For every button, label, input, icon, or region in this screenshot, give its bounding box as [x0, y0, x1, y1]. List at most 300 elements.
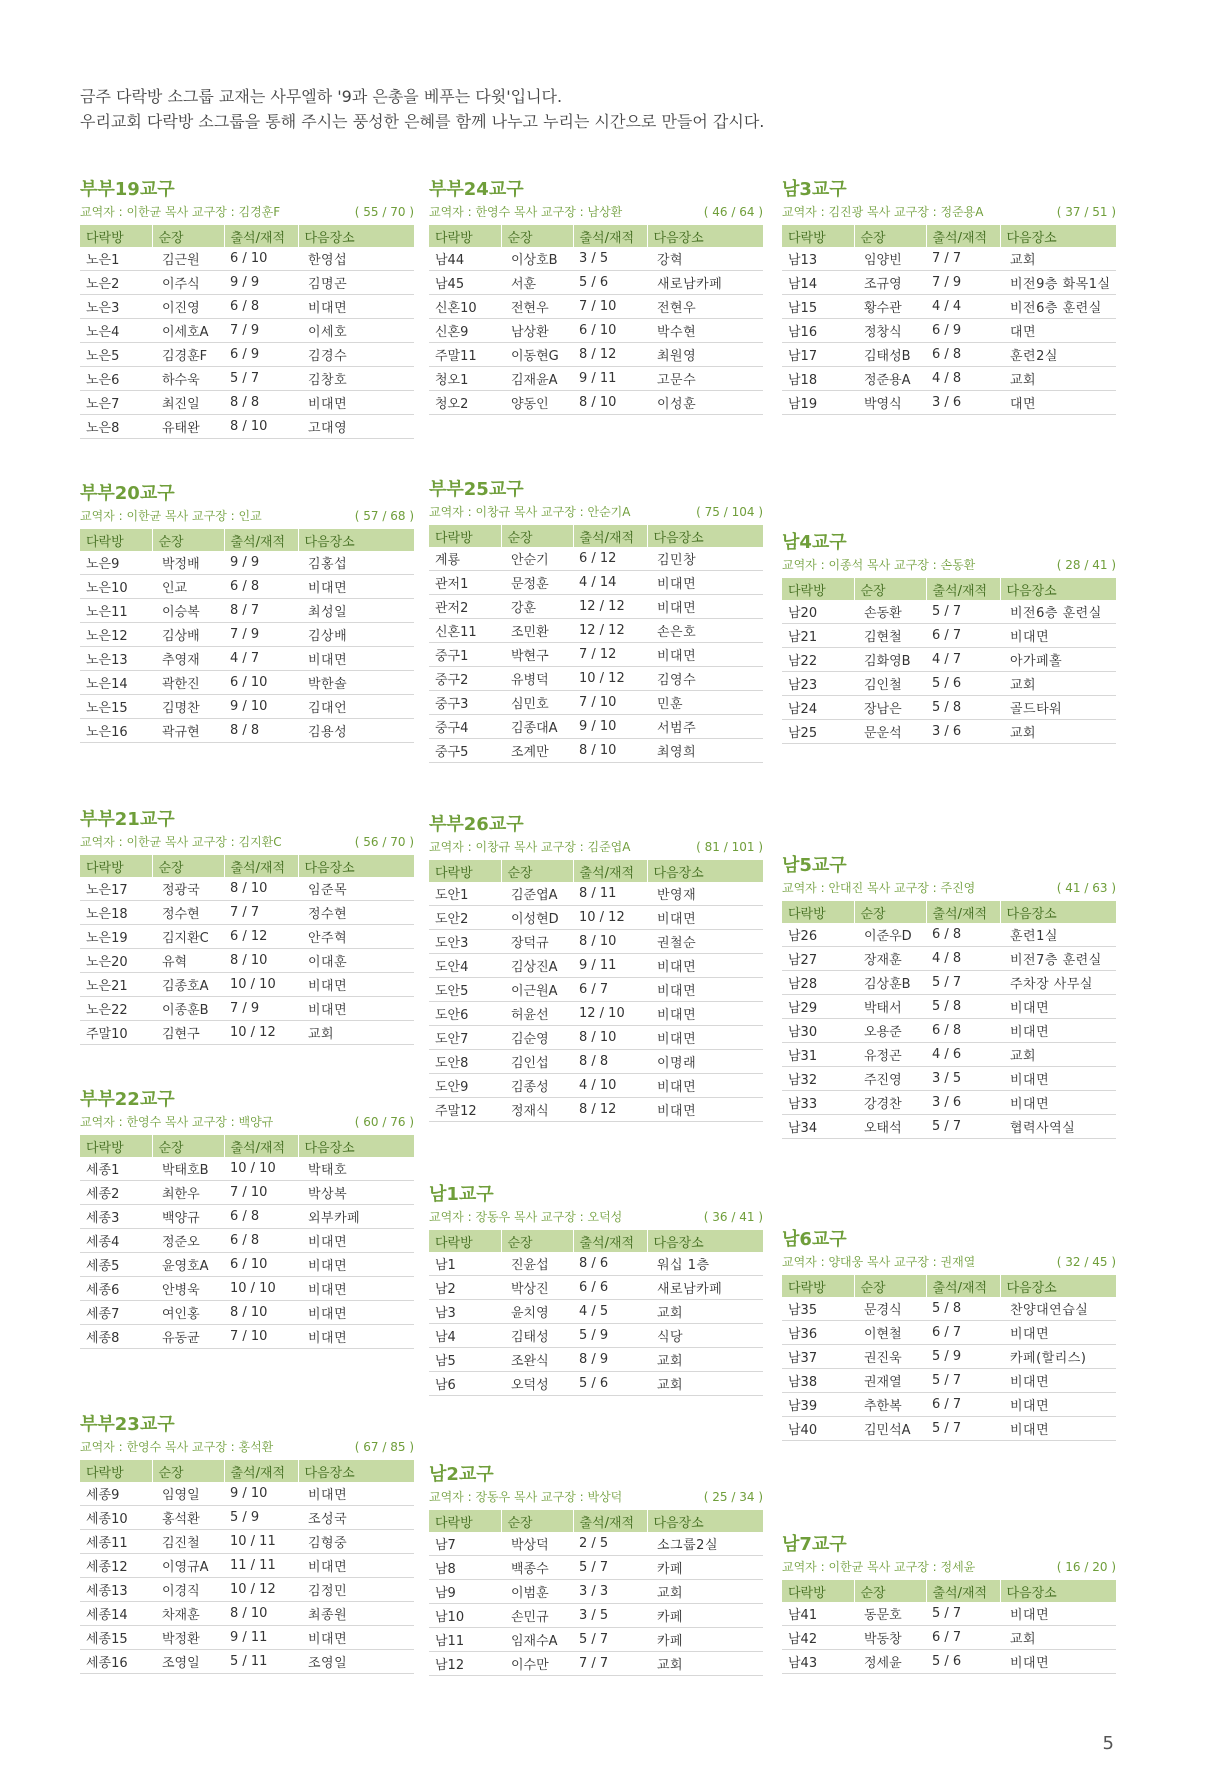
- next-place: 반영재: [647, 882, 763, 906]
- table-row: [80, 1181, 414, 1205]
- next-place: 교회: [1000, 720, 1116, 744]
- next-place: 새로남카페: [647, 271, 763, 295]
- leader-name: 허윤선: [501, 1002, 573, 1026]
- next-place: 정수현: [298, 901, 414, 925]
- district-meta: [80, 202, 414, 222]
- next-place: 이대훈: [298, 949, 414, 973]
- attendance: 3 / 3: [573, 1580, 647, 1604]
- district-attendance-total: ( 55 / 70 ): [354, 205, 414, 219]
- attendance: 8 / 8: [224, 391, 298, 415]
- room-name: 세종8: [80, 1325, 152, 1349]
- district-leaders: 교역자 : 김진광 목사 교구장 : 정준용A: [782, 205, 984, 219]
- attendance: 5 / 7: [224, 367, 298, 391]
- table-row: [80, 997, 414, 1021]
- room-name: 노은20: [80, 949, 152, 973]
- next-place: 비대면: [298, 1277, 414, 1301]
- room-name: 남29: [782, 995, 854, 1019]
- district-block: [782, 531, 1116, 744]
- leader-name: 권진욱: [854, 1345, 926, 1369]
- attendance: 6 / 9: [926, 319, 1000, 343]
- table-row: [80, 599, 414, 623]
- district-title: 부부21교구: [80, 809, 175, 830]
- room-name: 청오2: [429, 391, 501, 415]
- table-header-row: [429, 1230, 763, 1252]
- room-name: 남23: [782, 672, 854, 696]
- attendance: 8 / 10: [224, 1602, 298, 1626]
- leader-name: 김종대A: [501, 715, 573, 739]
- table-row: [80, 1578, 414, 1602]
- district-block: [80, 808, 414, 1045]
- next-place: 비대면: [647, 906, 763, 930]
- next-place: 식당: [647, 1324, 763, 1348]
- leader-name: 문운석: [854, 720, 926, 744]
- next-place: 교회: [647, 1300, 763, 1324]
- leader-name: 하수욱: [152, 367, 224, 391]
- attendance: 7 / 7: [573, 1652, 647, 1676]
- header-leader: 순장: [501, 1510, 573, 1532]
- table-row: [80, 391, 414, 415]
- table-row: [429, 1580, 763, 1604]
- leader-name: 김상배: [152, 623, 224, 647]
- leader-name: 조계만: [501, 739, 573, 763]
- table-row: [429, 1348, 763, 1372]
- room-name: 신혼11: [429, 619, 501, 643]
- attendance: 8 / 10: [224, 877, 298, 901]
- room-name: 남21: [782, 624, 854, 648]
- attendance: 4 / 7: [224, 647, 298, 671]
- next-place: 교회: [647, 1348, 763, 1372]
- district-block: [429, 1183, 763, 1396]
- header-next-place: 다음장소: [647, 860, 763, 882]
- table-row: [429, 1300, 763, 1324]
- leader-name: 오덕성: [501, 1372, 573, 1396]
- attendance: 11 / 11: [224, 1554, 298, 1578]
- table-row: [80, 415, 414, 439]
- room-name: 세종5: [80, 1253, 152, 1277]
- table-row: [429, 1074, 763, 1098]
- room-name: 계룡: [429, 547, 501, 571]
- leader-name: 오태석: [854, 1115, 926, 1139]
- district-block: [429, 1463, 763, 1676]
- room-name: 남39: [782, 1393, 854, 1417]
- header-next-place: 다음장소: [1000, 578, 1116, 600]
- next-place: 찬양대연습실: [1000, 1297, 1116, 1321]
- attendance: 4 / 7: [926, 648, 1000, 672]
- attendance: 6 / 8: [926, 343, 1000, 367]
- header-leader: 순장: [854, 1275, 926, 1297]
- table-header-row: [782, 901, 1116, 923]
- header-leader: 순장: [854, 1580, 926, 1602]
- attendance: 6 / 7: [926, 1626, 1000, 1650]
- attendance: 10 / 12: [573, 667, 647, 691]
- leader-name: 최진일: [152, 391, 224, 415]
- next-place: 조영일: [298, 1650, 414, 1674]
- district-block: [782, 854, 1116, 1139]
- attendance: 6 / 9: [224, 343, 298, 367]
- table-row: [429, 882, 763, 906]
- header-next-place: 다음장소: [298, 1135, 414, 1157]
- district-attendance-total: ( 81 / 101 ): [696, 840, 763, 854]
- leader-name: 진윤섭: [501, 1252, 573, 1276]
- attendance: 6 / 7: [926, 1393, 1000, 1417]
- table-row: [782, 1091, 1116, 1115]
- room-name: 주말11: [429, 343, 501, 367]
- next-place: 김형중: [298, 1530, 414, 1554]
- leader-name: 윤영호A: [152, 1253, 224, 1277]
- room-name: 남36: [782, 1321, 854, 1345]
- attendance: 9 / 10: [224, 695, 298, 719]
- table-row: [80, 1506, 414, 1530]
- district-meta: [782, 555, 1116, 575]
- table-row: [429, 978, 763, 1002]
- leader-name: 김인섭: [501, 1050, 573, 1074]
- next-place: 비대면: [298, 391, 414, 415]
- attendance: 5 / 6: [926, 672, 1000, 696]
- leader-name: 최한우: [152, 1181, 224, 1205]
- table-row: [429, 391, 763, 415]
- next-place: 비대면: [1000, 1321, 1116, 1345]
- next-place: 교회: [1000, 1043, 1116, 1067]
- table-row: [429, 1652, 763, 1676]
- room-name: 노은11: [80, 599, 152, 623]
- table-row: [80, 551, 414, 575]
- attendance: 10 / 12: [573, 906, 647, 930]
- room-name: 노은13: [80, 647, 152, 671]
- table-row: [80, 1301, 414, 1325]
- header-next-place: 다음장소: [647, 525, 763, 547]
- header-room: 다락방: [782, 1580, 854, 1602]
- next-place: 이세호: [298, 319, 414, 343]
- district-meta: [782, 878, 1116, 898]
- attendance: 9 / 10: [573, 715, 647, 739]
- leader-name: 이세호A: [152, 319, 224, 343]
- leader-name: 김인철: [854, 672, 926, 696]
- district-leaders: 교역자 : 이한균 목사 교구장 : 김지환C: [80, 835, 282, 849]
- header-room: 다락방: [782, 225, 854, 247]
- room-name: 남34: [782, 1115, 854, 1139]
- room-name: 남4: [429, 1324, 501, 1348]
- header-leader: 순장: [854, 225, 926, 247]
- leader-name: 김순영: [501, 1026, 573, 1050]
- leader-name: 박동창: [854, 1626, 926, 1650]
- table-header-row: [782, 1580, 1116, 1602]
- next-place: 민훈: [647, 691, 763, 715]
- room-name: 관저1: [429, 571, 501, 595]
- table-row: [429, 691, 763, 715]
- next-place: 비대면: [647, 643, 763, 667]
- attendance: 4 / 14: [573, 571, 647, 595]
- room-name: 남42: [782, 1626, 854, 1650]
- group-table: [429, 225, 763, 415]
- header-attendance: 출석/재적: [224, 1135, 298, 1157]
- leader-name: 이상호B: [501, 247, 573, 271]
- group-table: [80, 529, 414, 743]
- leader-name: 추영재: [152, 647, 224, 671]
- table-row: [782, 1626, 1116, 1650]
- district-meta: [429, 502, 763, 522]
- header-attendance: 출석/재적: [926, 225, 1000, 247]
- attendance: 5 / 6: [573, 271, 647, 295]
- table-row: [782, 923, 1116, 947]
- attendance: 5 / 9: [926, 1345, 1000, 1369]
- next-place: 최영희: [647, 739, 763, 763]
- leader-name: 김민석A: [854, 1417, 926, 1441]
- next-place: 손은호: [647, 619, 763, 643]
- table-row: [80, 973, 414, 997]
- room-name: 노은17: [80, 877, 152, 901]
- room-name: 남32: [782, 1067, 854, 1091]
- leader-name: 정수현: [152, 901, 224, 925]
- district-block: [80, 178, 414, 439]
- attendance: 6 / 8: [224, 295, 298, 319]
- next-place: 비대면: [298, 295, 414, 319]
- next-place: 비전6층 훈련실: [1000, 295, 1116, 319]
- next-place: 이명래: [647, 1050, 763, 1074]
- leader-name: 이근원A: [501, 978, 573, 1002]
- group-table: [782, 578, 1116, 744]
- attendance: 6 / 12: [573, 547, 647, 571]
- attendance: 9 / 9: [224, 551, 298, 575]
- table-row: [429, 1324, 763, 1348]
- table-row: [429, 1276, 763, 1300]
- table-row: [80, 343, 414, 367]
- leader-name: 홍석환: [152, 1506, 224, 1530]
- leader-name: 장재훈: [854, 947, 926, 971]
- header-leader: 순장: [152, 225, 224, 247]
- attendance: 4 / 6: [926, 1043, 1000, 1067]
- attendance: 6 / 10: [573, 319, 647, 343]
- attendance: 6 / 10: [224, 1253, 298, 1277]
- district-title: 남7교구: [782, 1534, 847, 1555]
- header-leader: 순장: [152, 529, 224, 551]
- next-place: 카페: [647, 1628, 763, 1652]
- next-place: 아가페홀: [1000, 648, 1116, 672]
- leader-name: 추한복: [854, 1393, 926, 1417]
- table-row: [429, 1604, 763, 1628]
- district-attendance-total: ( 36 / 41 ): [703, 1210, 763, 1224]
- attendance: 7 / 7: [224, 901, 298, 925]
- next-place: 박상복: [298, 1181, 414, 1205]
- intro-text: [80, 84, 764, 134]
- room-name: 남10: [429, 1604, 501, 1628]
- attendance: 4 / 5: [573, 1300, 647, 1324]
- header-room: 다락방: [782, 901, 854, 923]
- attendance: 6 / 8: [926, 923, 1000, 947]
- attendance: 8 / 10: [224, 1301, 298, 1325]
- group-table: [429, 1510, 763, 1676]
- attendance: 6 / 10: [224, 671, 298, 695]
- room-name: 노은5: [80, 343, 152, 367]
- district-block: [80, 482, 414, 743]
- table-row: [782, 1067, 1116, 1091]
- table-row: [782, 720, 1116, 744]
- next-place: 외부카페: [298, 1205, 414, 1229]
- next-place: 비대면: [647, 954, 763, 978]
- room-name: 남35: [782, 1297, 854, 1321]
- leader-name: 문정훈: [501, 571, 573, 595]
- room-name: 남45: [429, 271, 501, 295]
- table-row: [782, 1417, 1116, 1441]
- leader-name: 김지환C: [152, 925, 224, 949]
- leader-name: 박정배: [152, 551, 224, 575]
- district-title: 남6교구: [782, 1229, 847, 1250]
- table-row: [80, 1602, 414, 1626]
- leader-name: 백종수: [501, 1556, 573, 1580]
- table-row: [782, 1297, 1116, 1321]
- room-name: 남26: [782, 923, 854, 947]
- room-name: 노은14: [80, 671, 152, 695]
- next-place: 비대면: [298, 1253, 414, 1277]
- room-name: 남43: [782, 1650, 854, 1674]
- attendance: 4 / 8: [926, 947, 1000, 971]
- leader-name: 이영규A: [152, 1554, 224, 1578]
- header-attendance: 출석/재적: [573, 525, 647, 547]
- district-meta: [80, 1112, 414, 1132]
- table-header-row: [429, 225, 763, 247]
- attendance: 8 / 9: [573, 1348, 647, 1372]
- district-attendance-total: ( 56 / 70 ): [354, 835, 414, 849]
- leader-name: 주진영: [854, 1067, 926, 1091]
- room-name: 노은16: [80, 719, 152, 743]
- district-attendance-total: ( 16 / 20 ): [1056, 1560, 1116, 1574]
- header-room: 다락방: [429, 860, 501, 882]
- attendance: 12 / 12: [573, 619, 647, 643]
- room-name: 남25: [782, 720, 854, 744]
- table-row: [782, 391, 1116, 415]
- district-title: 부부19교구: [80, 179, 175, 200]
- attendance: 5 / 6: [926, 1650, 1000, 1674]
- table-row: [782, 1602, 1116, 1626]
- leader-name: 김진철: [152, 1530, 224, 1554]
- table-row: [782, 1393, 1116, 1417]
- attendance: 7 / 10: [573, 691, 647, 715]
- header-room: 다락방: [782, 578, 854, 600]
- table-row: [429, 739, 763, 763]
- group-table: [429, 860, 763, 1122]
- room-name: 남8: [429, 1556, 501, 1580]
- district-title: 남4교구: [782, 532, 847, 553]
- table-row: [80, 901, 414, 925]
- leader-name: 김경훈F: [152, 343, 224, 367]
- district-leaders: 교역자 : 안대진 목사 교구장 : 주진영: [782, 881, 976, 895]
- next-place: 비대면: [647, 1074, 763, 1098]
- district-attendance-total: ( 37 / 51 ): [1056, 205, 1116, 219]
- attendance: 5 / 9: [573, 1324, 647, 1348]
- table-row: [782, 247, 1116, 271]
- room-name: 청오1: [429, 367, 501, 391]
- room-name: 남44: [429, 247, 501, 271]
- table-row: [80, 1277, 414, 1301]
- table-row: [429, 295, 763, 319]
- room-name: 남22: [782, 648, 854, 672]
- leader-name: 조영일: [152, 1650, 224, 1674]
- next-place: 비대면: [1000, 1019, 1116, 1043]
- next-place: 박수현: [647, 319, 763, 343]
- next-place: 최종원: [298, 1602, 414, 1626]
- leader-name: 박태서: [854, 995, 926, 1019]
- next-place: 주차장 사무실: [1000, 971, 1116, 995]
- attendance: 4 / 10: [573, 1074, 647, 1098]
- header-next-place: 다음장소: [1000, 1275, 1116, 1297]
- leader-name: 인교: [152, 575, 224, 599]
- leader-name: 유태완: [152, 415, 224, 439]
- table-row: [429, 1532, 763, 1556]
- header-room: 다락방: [80, 1460, 152, 1482]
- attendance: 5 / 8: [926, 995, 1000, 1019]
- table-row: [80, 367, 414, 391]
- district-meta: [429, 1487, 763, 1507]
- leader-name: 안순기: [501, 547, 573, 571]
- room-name: 남17: [782, 343, 854, 367]
- table-header-row: [782, 578, 1116, 600]
- attendance: 8 / 11: [573, 882, 647, 906]
- group-table: [429, 1230, 763, 1396]
- table-row: [80, 949, 414, 973]
- next-place: 최원영: [647, 343, 763, 367]
- table-row: [80, 925, 414, 949]
- header-attendance: 출석/재적: [224, 1460, 298, 1482]
- room-name: 남7: [429, 1532, 501, 1556]
- room-name: 남13: [782, 247, 854, 271]
- leader-name: 장남은: [854, 696, 926, 720]
- room-name: 남2: [429, 1276, 501, 1300]
- header-leader: 순장: [854, 901, 926, 923]
- leader-name: 김현구: [152, 1021, 224, 1045]
- next-place: 강혁: [647, 247, 763, 271]
- table-row: [429, 1628, 763, 1652]
- district-block: [429, 478, 763, 763]
- leader-name: 유정곤: [854, 1043, 926, 1067]
- header-attendance: 출석/재적: [224, 225, 298, 247]
- district-title: 부부25교구: [429, 479, 524, 500]
- attendance: 12 / 12: [573, 595, 647, 619]
- next-place: 워십 1층: [647, 1252, 763, 1276]
- attendance: 9 / 9: [224, 271, 298, 295]
- header-room: 다락방: [80, 1135, 152, 1157]
- next-place: 비대면: [298, 1626, 414, 1650]
- room-name: 남12: [429, 1652, 501, 1676]
- district-leaders: 교역자 : 이한균 목사 교구장 : 정세윤: [782, 1560, 976, 1574]
- room-name: 남41: [782, 1602, 854, 1626]
- leader-name: 서훈: [501, 271, 573, 295]
- table-row: [429, 595, 763, 619]
- next-place: 임준목: [298, 877, 414, 901]
- table-row: [80, 247, 414, 271]
- room-name: 남15: [782, 295, 854, 319]
- table-header-row: [429, 1510, 763, 1532]
- district-block: [80, 1413, 414, 1674]
- leader-name: 강훈: [501, 595, 573, 619]
- leader-name: 손동환: [854, 600, 926, 624]
- attendance: 6 / 7: [573, 978, 647, 1002]
- district-block: [782, 1533, 1116, 1674]
- district-block: [429, 178, 763, 415]
- table-row: [80, 1205, 414, 1229]
- attendance: 4 / 8: [926, 367, 1000, 391]
- next-place: 비전7층 훈련실: [1000, 947, 1116, 971]
- header-room: 다락방: [429, 1230, 501, 1252]
- intro-line-2: 우리교회 다락방 소그룹을 통해 주시는 풍성한 은혜를 함께 나누고 누리는 시간으로 만들어 갑시다.: [80, 112, 765, 131]
- table-row: [80, 647, 414, 671]
- room-name: 세종9: [80, 1482, 152, 1506]
- room-name: 신혼10: [429, 295, 501, 319]
- room-name: 중구4: [429, 715, 501, 739]
- room-name: 노은4: [80, 319, 152, 343]
- table-row: [429, 1098, 763, 1122]
- room-name: 노은15: [80, 695, 152, 719]
- table-row: [782, 1369, 1116, 1393]
- attendance: 3 / 6: [926, 391, 1000, 415]
